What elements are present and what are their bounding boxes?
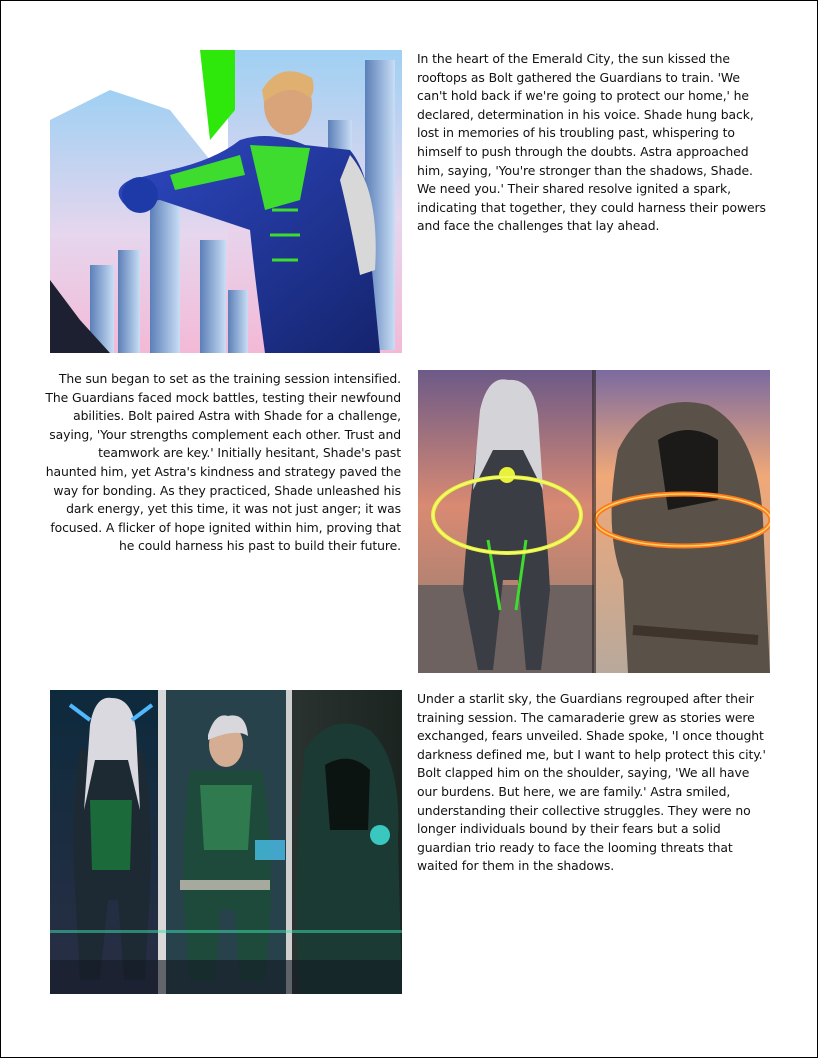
panel-bolt-city-illustration <box>50 50 402 353</box>
bolt-skyline-image <box>50 50 402 353</box>
panel-guardian-trio-illustration <box>50 690 402 994</box>
guardian-trio-image <box>50 690 402 994</box>
story-paragraph-1: In the heart of the Emerald City, the sun kissed the rooftops as Bolt gathered the Guardians to train. 'We can't hold back if we're going to protect our home,' he declared, determination in his voice. Shade hung back, lost in memories of his troubling past, whispering to himself to push through the doubts. Astra approached him, saying, 'You're stronger than the shadows, Shade. We need you.' Their shared resolve ignited a spark, indicating that together, they could harness their powers and face the challenges that lay ahead. <box>417 51 766 234</box>
story-paragraph-3: Under a starlit sky, the Guardians regrouped after their training session. The camaraderie grew as stories were exchanged, fears unveiled. Shade spoke, 'I once thought darkness defined me, but I want to help protect this city.' Bolt clapped him on the shoulder, saying, 'We all have our burdens. But here, we are family.' Astra smiled, understanding their collective struggles. They were no longer individuals bound by their fears but a solid guardian trio ready to face the looming threats that waited for them in the shadows. <box>417 691 766 874</box>
story-paragraph-2: The sun began to set as the training session intensified. The Guardians faced mock battles, testing their newfound abilities. Bolt paired Astra with Shade for a challenge, saying, 'Your strengths complement each other. Trust and teamwork are key.' Initially hesitant, Shade's past haunted him, yet Astra's kindness and strategy paved the way for bonding. As they practiced, Shade unleashed his dark energy, yet this time, it was not just anger; it was focused. A flicker of hope ignited within him, proving that he could harness his past to build their future. <box>45 371 401 554</box>
panel-astra-shade-training-illustration <box>418 370 770 673</box>
astra-shade-image <box>418 370 770 673</box>
